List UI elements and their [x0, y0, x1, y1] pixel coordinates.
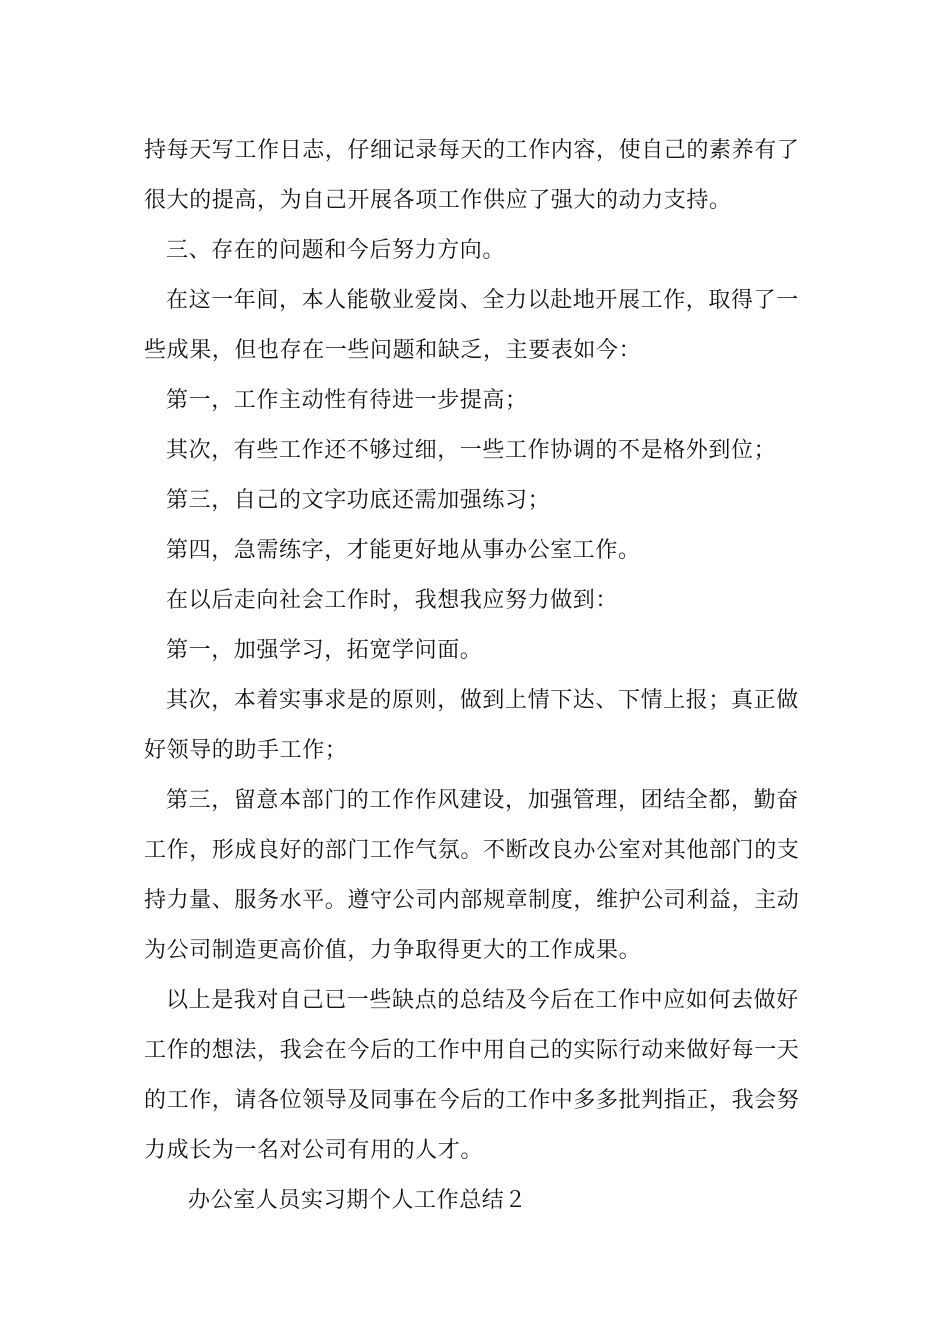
body-text-line: 以上是我对自己已一些缺点的总结及今后在工作中应如何去做好: [166, 988, 799, 1013]
document-title: 办公室人员实习期个人工作总结２: [188, 1188, 528, 1213]
section-heading: 三、存在的问题和今后努力方向。: [166, 238, 506, 263]
body-text-line: 在这一年间，本人能敬业爱岗、全力以赴地开展工作，取得了一: [166, 288, 799, 313]
body-text-line: 好领导的助手工作；: [144, 738, 348, 763]
body-text-line: 持力量、服务水平。遵守公司内部规章制度，维护公司利益，主动: [144, 888, 800, 913]
body-text-line: 在以后走向社会工作时，我想我应努力做到：: [166, 588, 619, 613]
body-text-line: 的工作，请各位领导及同事在今后的工作中多多批判指正，我会努: [144, 1088, 800, 1113]
list-item: 第四，急需练字，才能更好地从事办公室工作。: [166, 538, 641, 563]
list-item: 第一，加强学习，拓宽学问面。: [166, 638, 483, 663]
list-item: 第一，工作主动性有待进一步提高；: [166, 388, 528, 413]
list-item: 其次，有些工作还不够过细，一些工作协调的不是格外到位；: [166, 438, 777, 463]
body-text-line: 力成长为一名对公司有用的人才。: [144, 1138, 484, 1163]
body-text-line: 工作，形成良好的部门工作气氛。不断改良办公室对其他部门的支: [144, 838, 800, 863]
body-text-line: 很大的提高，为自己开展各项工作供应了强大的动力支持。: [144, 188, 732, 213]
body-text-line: 工作的想法，我会在今后的工作中用自己的实际行动来做好每一天: [144, 1038, 800, 1063]
body-text-line: 为公司制造更高价值，力争取得更大的工作成果。: [144, 938, 642, 963]
body-text-line: 些成果，但也存在一些问题和缺乏，主要表如今：: [144, 338, 642, 363]
list-item: 其次，本着实事求是的原则，做到上情下达、下情上报；真正做: [166, 688, 799, 713]
list-item: 第三，自己的文字功底还需加强练习；: [166, 488, 551, 513]
body-text-line: 持每天写工作日志，仔细记录每天的工作内容，使自己的素养有了: [144, 138, 800, 163]
list-item: 第三，留意本部门的工作作风建设，加强管理，团结全都，勤奋: [166, 788, 799, 813]
